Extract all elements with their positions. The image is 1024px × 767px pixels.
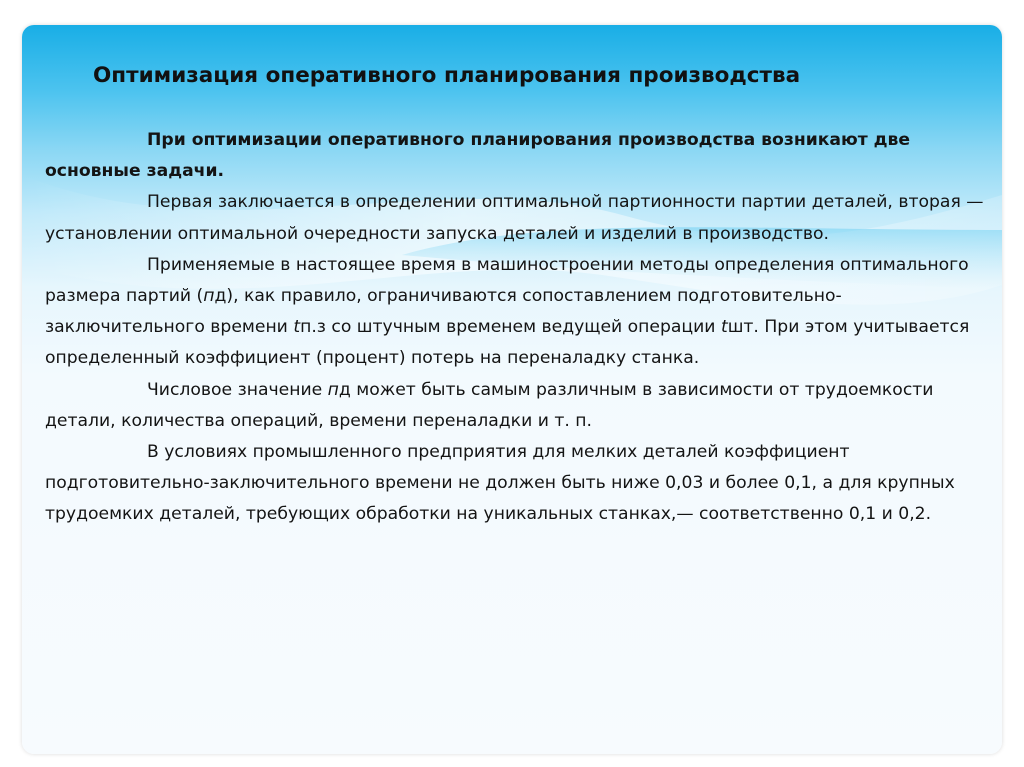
symbol-n: п [203,286,215,307]
paragraph-value [45,375,993,437]
symbol-t: t [293,317,301,338]
text-segment: Числовое значение [147,379,328,400]
slide [22,25,1002,754]
symbol-t: t [720,317,728,338]
slide-title: Оптимизация оперативного планирования производства [93,63,801,88]
text-segment: д может быть самым различным в зависимости от трудоемкости детали, количества операций, времени переналадки и т. п. [45,379,934,431]
paragraph-intro: При оптимизации оперативного планирования производства возникают две основные задачи. [45,130,911,182]
text-segment: п.з со штучным временем ведущей операции [300,317,721,338]
text-segment: Применяемые в настоящее время в машиностроении методы определения оптимального размера партий ( [45,254,969,307]
paragraph-conditions: В условиях промышленного предприятия для мелких деталей коэффициент подготовительно-заключительного времени не должен быть ниже 0,03 и более 0,1, а для крупных трудоемких деталей, требующих обработки на уникальных станках,— соответственно 0,1 и 0,2. [45,442,955,525]
paragraph-methods [45,250,993,375]
text-segment: д), как правило, ограничиваются сопоставлением подготовительно-заключительного времени [45,286,842,338]
text-segment: шт. При этом учитывается определенный коэффициент (процент) потерь на переналадку станка. [45,317,970,369]
paragraph-tasks: Первая заключается в определении оптимальной партионности партии деталей, вторая — установлении оптимальной очередности запуска деталей и изделий в производство. [45,192,984,244]
slide-body [45,125,993,531]
symbol-n: п [327,379,339,400]
